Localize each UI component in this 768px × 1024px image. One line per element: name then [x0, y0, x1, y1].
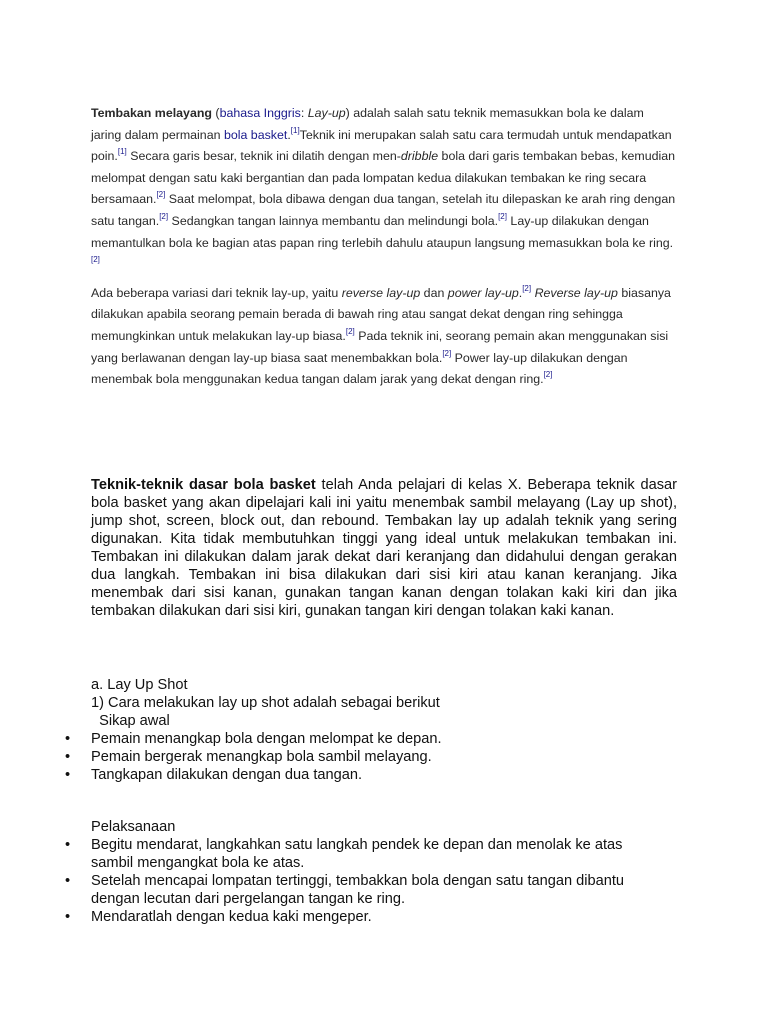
- ref-link[interactable]: [1]: [117, 147, 127, 157]
- paragraph-body: telah Anda pelajari di kelas X. Beberapa teknik dasar bola basket yang akan dipelajari kali ini yaitu menembak sambil melayang (Lay up shot), jump shot, screen, block out, dan rebound. Tembakan lay up adalah teknik yang sering digunakan. Kita tidak membutuhkan tinggi yang ideal untuk melakukan tembakan ini. Tembakan ini dilakukan dalam jarak dekat dari keranjang dan didahului dengan gerakan dua langkah. Tembakan ini bisa dilakukan dari sisi kiri atau kanan keranjang. Jika menembak dari sisi kanan, gunakan tangan kanan dengan tolakan kaki kiri dan jika tembakan dilakukan dari sisi kiri, gunakan tangan kiri dengan tolakan kaki kanan.: [91, 477, 677, 619]
- bold-term: Tembakan melayang: [91, 106, 212, 120]
- text-span: Secara garis besar, teknik ini dilatih dengan men-: [126, 149, 401, 164]
- text-span: Power lay-up dilakukan dengan menembak bola menggunakan kedua tangan dalam jarak yang dekat dengan ring.: [91, 350, 628, 387]
- text-span: .: [518, 285, 523, 300]
- heading-1: 1) Cara melakukan lay up shot adalah sebagai berikut: [91, 695, 440, 711]
- dribble-term: dribble: [400, 149, 439, 164]
- heading-a: a. Lay Up Shot: [91, 677, 188, 693]
- list-item: • Setelah mencapai lompatan tertinggi, tembakkan bola dengan satu tangan dibantu dengan lecutan dari pergelangan tangan ke ring.: [91, 872, 651, 908]
- text-span: Ada beberapa variasi dari teknik lay-up, yaitu: [91, 285, 342, 300]
- text-span: Saat melompat, bola dibawa dengan dua tangan, setelah itu dilepaskan ke arah ring dengan satu tangan.: [91, 192, 676, 228]
- ref-link[interactable]: [2]: [498, 211, 507, 221]
- text-span: ) adalah salah satu teknik memasukkan bola ke dalam jaring dalam permainan: [91, 106, 644, 142]
- lang-link[interactable]: bahasa Inggris: [219, 106, 301, 120]
- text-span: .: [287, 127, 291, 142]
- list-item: • Pemain bergerak menangkap bola sambil melayang.: [91, 748, 691, 766]
- list-item: • Begitu mendarat, langkahkan satu langkah pendek ke depan dan menolak ke atas sambil mengangkat bola ke atas.: [91, 836, 651, 872]
- wiki-excerpt: [91, 103, 677, 398]
- text-span: Lay-up dilakukan dengan memantulkan bola ke bagian atas papan ring terlebih dahulu ataupun langsung memasukkan bola ke ring.: [91, 213, 674, 250]
- english-term: Lay-up: [307, 106, 346, 120]
- text-span: dan: [420, 285, 448, 300]
- lay-up-section: [91, 676, 691, 784]
- ref-link[interactable]: [2]: [159, 211, 169, 221]
- text-span: :: [300, 106, 308, 120]
- ref-link[interactable]: [2]: [442, 348, 452, 358]
- power-term: power lay-up: [447, 285, 519, 300]
- section-title: Teknik-teknik dasar bola basket: [91, 477, 316, 493]
- main-paragraph: [91, 476, 677, 620]
- list-item: • Mendaratlah dengan kedua kaki mengeper.: [91, 908, 651, 926]
- wiki-paragraph-1: [91, 103, 677, 276]
- text-span: Pada teknik ini, seorang pemain akan menggunakan sisi yang berlawanan dengan lay-up biasa saat menembakkan bola.: [91, 328, 669, 365]
- text-span: Teknik ini merupakan salah satu cara termudah untuk mendapatkan poin.: [91, 127, 672, 164]
- list-item: • Pemain menangkap bola dengan melompat ke depan.: [91, 730, 691, 748]
- ref-link[interactable]: [2]: [156, 190, 166, 200]
- reverse-term: Reverse lay-up: [534, 285, 618, 300]
- reverse-term: reverse lay-up: [341, 285, 421, 300]
- text-span: (: [211, 106, 220, 120]
- ref-link[interactable]: [2]: [91, 255, 100, 265]
- pelaksanaan-label: Pelaksanaan: [91, 819, 176, 835]
- ref-link[interactable]: [2]: [522, 283, 532, 293]
- list-item: • Tangkapan dilakukan dengan dua tangan.: [91, 766, 691, 784]
- basket-link[interactable]: bola basket: [223, 127, 288, 142]
- ref-link[interactable]: [2]: [345, 326, 355, 336]
- wiki-paragraph-2: [91, 283, 677, 391]
- ref-link[interactable]: [1]: [290, 125, 300, 135]
- text-span: biasanya dilakukan apabila seorang pemain berada di bawah ring atau sangat dekat dengan ring sehingga memungkinkan untuk melakukan lay-up biasa.: [91, 285, 671, 343]
- text-span: Sedangkan tangan lainnya membantu dan melindungi bola.: [168, 213, 499, 228]
- ref-link[interactable]: [2]: [543, 370, 553, 380]
- sikap-awal-label: Sikap awal: [91, 713, 170, 729]
- pelaksanaan-section: [91, 818, 651, 926]
- text-span: bola dari garis tembakan bebas, kemudian melompat dengan satu kaki bergantian dan pada lompatan kedua dilakukan tembakan ke ring secara bersamaan.: [91, 149, 676, 207]
